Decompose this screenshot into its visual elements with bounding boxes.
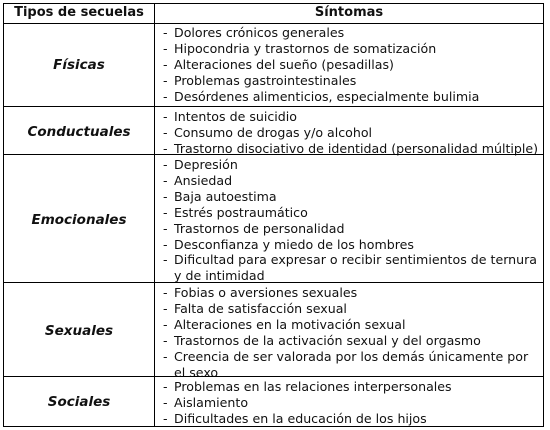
- symptom-item: - Problemas gastrointestinales: [163, 72, 357, 88]
- symptom-item: - Creencia de ser valorada por los demás únicamente por el sexo: [163, 348, 529, 380]
- symptom-item: - Baja autoestima: [163, 188, 277, 204]
- symptom-item: - Hipocondria y trastornos de somatización: [163, 40, 437, 56]
- table-row-conductuales: [4, 106, 543, 156]
- symptom-list: [155, 283, 543, 378]
- header-symptoms: Síntomas: [314, 5, 384, 20]
- category-label: Conductuales: [4, 107, 155, 156]
- table-row-sociales: [4, 376, 543, 426]
- symptom-item: - Trastornos de la activación sexual y del orgasmo: [163, 332, 481, 348]
- symptom-list: [155, 23, 543, 106]
- category-label: Sociales: [4, 377, 155, 426]
- symptom-item: - Dificultad para expresar o recibir sentimientos de ternura y de intimidad: [163, 252, 538, 284]
- category-label: Físicas: [4, 23, 155, 106]
- symptom-item: - Alteraciones del sueño (pesadillas): [163, 56, 394, 72]
- symptom-item: - Dolores crónicos generales: [163, 25, 345, 40]
- symptom-item: - Intentos de suicidio: [163, 109, 297, 124]
- table-header: [4, 4, 543, 24]
- symptom-list: [155, 377, 543, 426]
- symptom-item: - Problemas en las relaciones interpersonales: [163, 379, 452, 394]
- symptom-item: - Falta de satisfacción sexual: [163, 300, 347, 316]
- symptom-item: - Aislamiento: [163, 394, 249, 410]
- symptom-list: [155, 107, 543, 156]
- symptom-item: - Ansiedad: [163, 172, 233, 188]
- symptom-item: - Estrés postraumático: [163, 204, 308, 220]
- header-type: Tipos de secuelas: [4, 4, 155, 23]
- symptom-item: - Desconfianza y miedo de los hombres: [163, 236, 414, 252]
- category-label: Sexuales: [4, 283, 155, 378]
- symptom-item: - Alteraciones en la motivación sexual: [163, 316, 406, 332]
- symptom-item: - Desórdenes alimenticios, especialmente bulimia: [163, 88, 480, 104]
- table-row-fisicas: [4, 23, 543, 106]
- symptom-item: - Fobias o aversiones sexuales: [163, 285, 358, 300]
- table-row-sexuales: [4, 282, 543, 378]
- symptom-item: - Depresión: [163, 157, 238, 172]
- symptom-list: [155, 155, 543, 284]
- symptoms-table: [3, 3, 544, 427]
- symptom-item: - Dificultades en la educación de los hijos: [163, 410, 427, 426]
- table-row-emocionales: [4, 154, 543, 284]
- symptom-item: - Trastornos de personalidad: [163, 220, 345, 236]
- symptom-item: - Consumo de drogas y/o alcohol: [163, 124, 373, 140]
- symptom-item: - Trastorno disociativo de identidad (personalidad múltiple): [163, 140, 539, 156]
- category-label: Emocionales: [4, 155, 155, 284]
